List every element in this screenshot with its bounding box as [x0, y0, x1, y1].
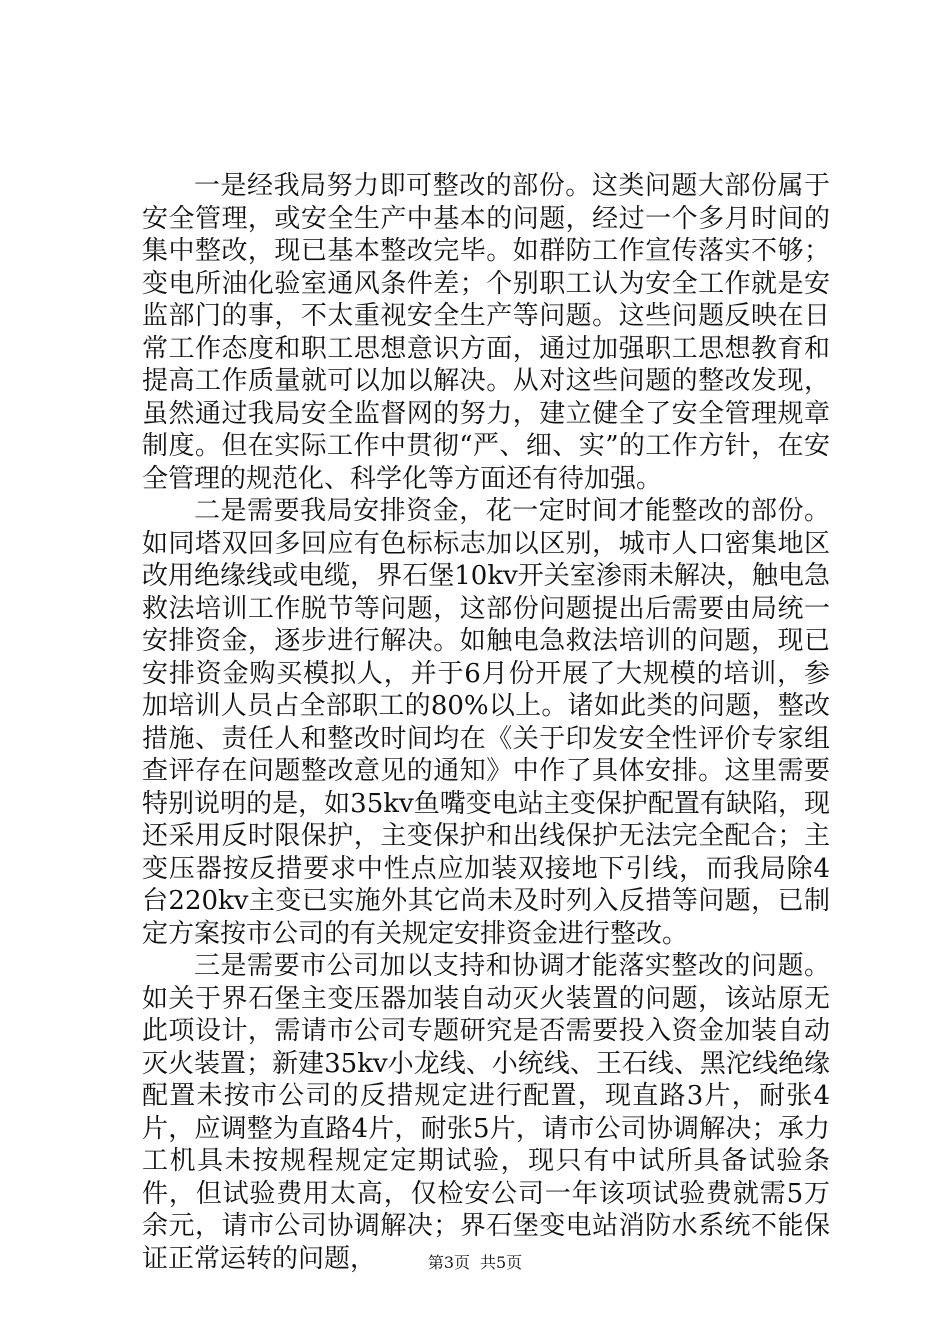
paragraph-3: 三是需要市公司加以支持和协调才能落实整改的问题。如关于界石堡主变压器加装自动灭火装置的问题，该站原无此项设计，需请市公司专题研究是否需要投入资金加装自动灭火装置；新建35kv小龙线、小统线、王石线、黑沱线绝缘配置未按市公司的反措规定进行配置，现直路3片，耐张4片，应调整为直路4片，耐张5片，请市公司协调解决；承力工机具未按规程规定定期试验，现只有中试所具备试验条件，但试验费用太高，仅检安公司一年该项试验费就需5万余元，请市公司协调解决；界石堡变电站消防水系统不能保证正常运转的问题， [142, 951, 830, 1274]
paragraph-1: 一是经我局努力即可整改的部份。这类问题大部份属于安全管理，或安全生产中基本的问题，经过一个多月时间的集中整改，现已基本整改完毕。如群防工作宣传落实不够；变电所油化验室通风条件差；个别职工认为安全工作就是安监部门的事，不太重视安全生产等问题。这些问题反映在日常工作态度和职工思想意识方面，通过加强职工思想教育和提高工作质量就可以加以解决。从对这些问题的整改发现，虽然通过我局安全监督网的努力，建立健全了安全管理规章制度。但在实际工作中贯彻“严、细、实”的工作方针，在安全管理的规范化、科学化等方面还有待加强。 [142, 171, 830, 494]
page-number: 第3页 [427, 1253, 470, 1272]
paragraph-2: 二是需要我局安排资金，花一定时间才能整改的部份。如同塔双回多回应有色标标志加以区别，城市人口密集地区改用绝缘线或电缆，界石堡10kv开关室渗雨未解决，触电急救法培训工作脱节等问题，这部份问题提出后需要由局统一安排资金，逐步进行解决。如触电急救法培训的问题，现已安排资金购买模拟人，并于6月份开展了大规模的培训，参加培训人员占全部职工的80%以上。诸如此类的问题，整改措施、责任人和整改时间均在《关于印发安全性评价专家组查评存在问题整改意见的通知》中作了具体安排。这里需要特别说明的是，如35kv鱼嘴变电站主变保护配置有缺陷，现还采用反时限保护，主变保护和出线保护无法完全配合；主变压器按反措要求中性点应加装双接地下引线，而我局除4台220kv主变已实施外其它尚未及时列入反措等问题，已制定方案按市公司的有关规定安排资金进行整改。 [142, 496, 830, 949]
page-footer [0, 1250, 950, 1273]
document-body [142, 170, 830, 1275]
page-total: 共5页 [480, 1253, 523, 1272]
